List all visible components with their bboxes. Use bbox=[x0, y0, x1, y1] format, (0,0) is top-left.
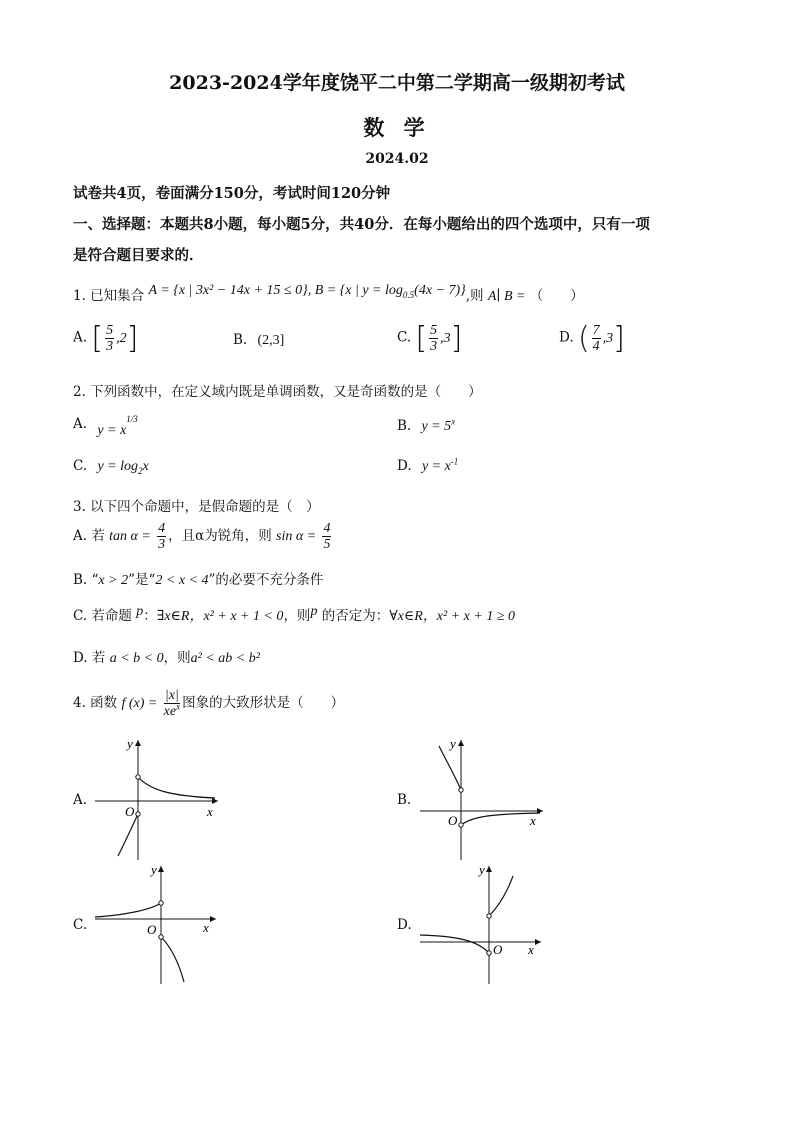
y-label: y bbox=[450, 736, 456, 751]
curve-left bbox=[420, 935, 489, 953]
q4-graph-c[interactable] bbox=[90, 858, 230, 988]
curve-left bbox=[118, 814, 138, 856]
q1-option-d[interactable]: D. ( $\frac{7}{4}$ ,3] bbox=[559, 320, 625, 356]
y-label: y bbox=[151, 862, 157, 877]
curve-left bbox=[439, 746, 461, 790]
q4-option-a-label[interactable]: A. bbox=[73, 792, 88, 808]
open-point bbox=[136, 812, 140, 816]
question-4-stem: 4. 函数 f (x) = $\frac{|x|}{xe^x}$ 图象的大致形状是（ ） bbox=[73, 688, 345, 719]
q2-option-a[interactable]: A. $y = x^{1/3}$ bbox=[73, 414, 138, 438]
x-label: x bbox=[530, 813, 536, 828]
curve-right bbox=[489, 876, 513, 916]
x-label: x bbox=[528, 942, 534, 957]
question-2-stem: 2. 下列函数中，在定义域内既是单调函数，又是奇函数的是（ ） bbox=[73, 384, 482, 400]
q2-option-d[interactable]: D. $y = x^{-1}$ bbox=[397, 456, 459, 474]
open-point bbox=[487, 951, 491, 955]
curve-right bbox=[161, 937, 184, 982]
x-label: x bbox=[207, 804, 213, 819]
open-point bbox=[159, 935, 163, 939]
q2-option-b[interactable]: B. $y = 5^x$ bbox=[397, 416, 456, 434]
y-label: y bbox=[127, 736, 133, 751]
x-label: x bbox=[203, 920, 209, 935]
q4-graph-d[interactable] bbox=[415, 858, 555, 988]
origin-label: O bbox=[147, 922, 157, 937]
y-label: y bbox=[479, 862, 485, 877]
section1-line1: 一、选择题：本题共8小题，每小题5分，共40分．在每小题给出的四个选项中，只有一项 bbox=[73, 216, 650, 233]
question-1-stem: 1. 已知集合 A = {x | 3x² − 14x + 15 ≤ 0}, B = {x | $y = \log_{0.5}(4x - 7)$},则 A∣ B = （ ） bbox=[73, 283, 584, 304]
open-point bbox=[159, 901, 163, 905]
subject-title: 数 学 bbox=[363, 115, 431, 140]
q4-option-d-label[interactable]: D. bbox=[397, 917, 412, 933]
curve-right bbox=[461, 813, 540, 825]
q1-option-a[interactable]: A. [ $\frac{5}{3}$ ,2] bbox=[73, 320, 139, 356]
origin-label: O bbox=[493, 942, 503, 957]
question-3-stem: 3. 以下四个命题中，是假命题的是（ ） bbox=[73, 499, 320, 515]
q4-option-c-label[interactable]: C. bbox=[73, 917, 88, 933]
q3-option-d[interactable]: D. 若 a < b < 0，则a² < ab < b² bbox=[73, 650, 260, 666]
section1-line2: 是符合题目要求的． bbox=[73, 247, 204, 264]
origin-label: O bbox=[448, 813, 458, 828]
q1-option-c[interactable]: C. [ $\frac{5}{3}$ ,3] bbox=[397, 320, 463, 356]
origin-label: O bbox=[125, 804, 135, 819]
q4-option-b-label[interactable]: B. bbox=[397, 792, 412, 808]
exam-date: 2024.02 bbox=[365, 151, 429, 167]
open-point bbox=[136, 775, 140, 779]
q3-option-c[interactable]: C. 若命题 p：∃x∈R，x² + x + 1 < 0，则p 的否定为：∀x∈R，x² + x + 1 ≥ 0 bbox=[73, 604, 516, 624]
q4-graph-b[interactable] bbox=[415, 732, 555, 862]
q2-option-c[interactable]: C. $y = \log_2x$ bbox=[73, 458, 149, 476]
q4-graph-a[interactable] bbox=[90, 732, 230, 862]
open-point bbox=[459, 788, 463, 792]
q1-option-b[interactable]: B. (2,3] bbox=[233, 332, 285, 348]
curve-left bbox=[95, 903, 161, 917]
open-point bbox=[487, 914, 491, 918]
exam-title: 2023-2024学年度饶平二中第二学期高一级期初考试 bbox=[169, 72, 625, 94]
q3-option-a[interactable]: A. 若 tan α = $\frac{4}{3}$ ，且α为锐角，则 sin α = $\frac{4}{5}$ bbox=[73, 521, 331, 552]
open-point bbox=[459, 823, 463, 827]
instructions: 试卷共4页，卷面满分150分，考试时间120分钟 bbox=[73, 185, 391, 202]
q3-option-b[interactable]: B. “x > 2”是“2 < x < 4”的必要不充分条件 bbox=[73, 572, 324, 588]
curve-right bbox=[138, 777, 215, 798]
